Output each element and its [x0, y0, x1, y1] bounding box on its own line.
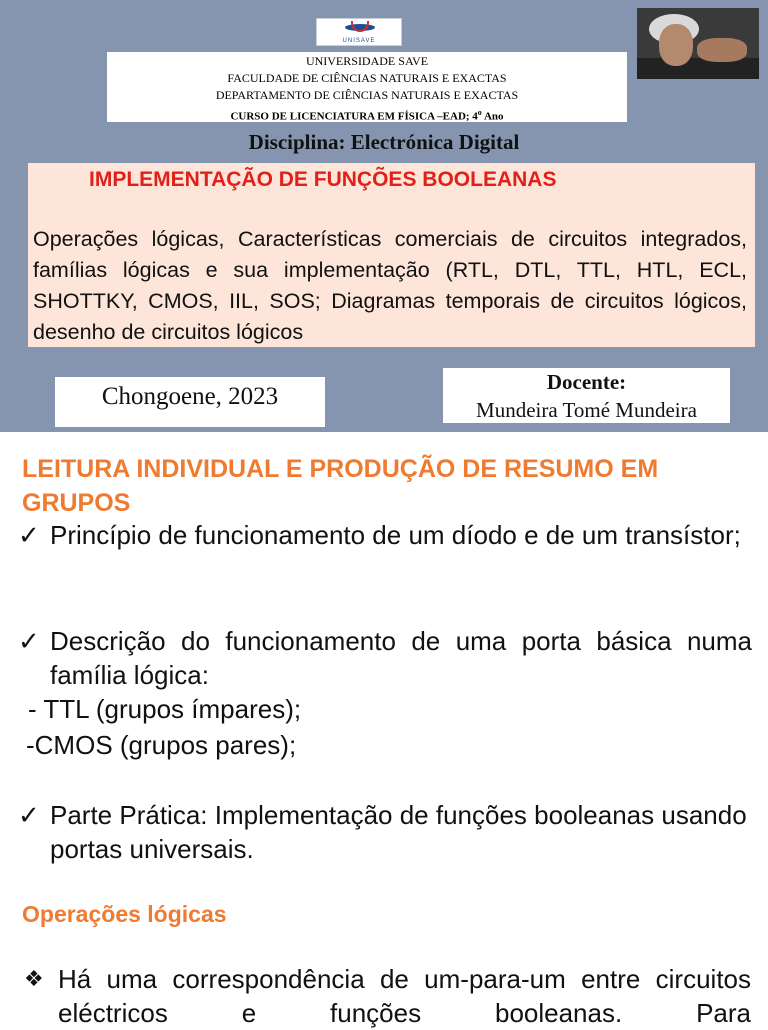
- logo-mark-icon: [345, 21, 375, 35]
- checkmark-icon: ✓: [18, 626, 40, 656]
- course-name: CURSO DE LICENCIATURA EM FÍSICA –EAD; 4$^o$ Ano: [230, 108, 504, 123]
- date-label: Chongoene, 2023: [55, 377, 325, 427]
- list-item: [24, 962, 751, 1030]
- list-item: [18, 798, 752, 866]
- diamond-bullet-icon: ❖: [24, 966, 44, 991]
- lecturer-label: Docente:: [546, 370, 627, 394]
- university-logo: [316, 18, 402, 46]
- list-item: [18, 518, 752, 552]
- lecturer-name: Mundeira Tomé Mundeira: [476, 398, 697, 422]
- logo-text: UNISAVE: [342, 38, 376, 44]
- portrait-photo: [637, 8, 759, 79]
- title-slide: [0, 0, 768, 432]
- topic-description: Operações lógicas, Características comerciais de circuitos integrados, famílias lógicas e sua implementação (RTL, DTL, TTL, HTL, ECL, SHOTTKY, CMOS, IIL, SOS; Diagramas temporais de circuitos lógicos, desenho de circuitos lógicos: [33, 227, 747, 344]
- subsection-heading: Operações lógicas: [22, 901, 227, 927]
- section-heading: LEITURA INDIVIDUAL E PRODUÇÃO DE RESUMO EM GRUPOS: [22, 455, 659, 517]
- checkmark-icon: ✓: [18, 800, 40, 830]
- discipline-title: Disciplina: Electrónica Digital: [248, 130, 520, 154]
- list-item-text: Princípio de funcionamento de um díodo e de um transístor;: [50, 520, 741, 550]
- sub-item-cmos: -CMOS (grupos pares);: [26, 730, 297, 760]
- faculty-name: FACULDADE DE CIÊNCIAS NATURAIS E EXACTAS: [227, 71, 507, 85]
- list-item-text: Há uma correspondência de um-para-um entre circuitos eléctricos e funções booleanas. Para: [58, 964, 751, 1028]
- university-name: UNIVERSIDADE SAVE: [305, 54, 429, 68]
- content-slide: [0, 432, 768, 1028]
- checkmark-icon: ✓: [18, 520, 40, 550]
- lecturer-box: [443, 368, 730, 423]
- sub-item-ttl: - TTL (grupos ímpares);: [28, 694, 302, 724]
- topic-title: IMPLEMENTAÇÃO DE FUNÇÕES BOOLEANAS: [89, 168, 557, 191]
- list-item: [18, 624, 752, 692]
- university-header: [107, 52, 627, 122]
- list-item-text: Descrição do funcionamento de uma porta básica numa família lógica:: [50, 626, 752, 690]
- list-item-text: Parte Prática: Implementação de funções booleanas usando portas universais.: [50, 800, 747, 864]
- department-name: DEPARTAMENTO DE CIÊNCIAS NATURAIS E EXACTAS: [215, 88, 519, 102]
- topic-box: [28, 163, 755, 347]
